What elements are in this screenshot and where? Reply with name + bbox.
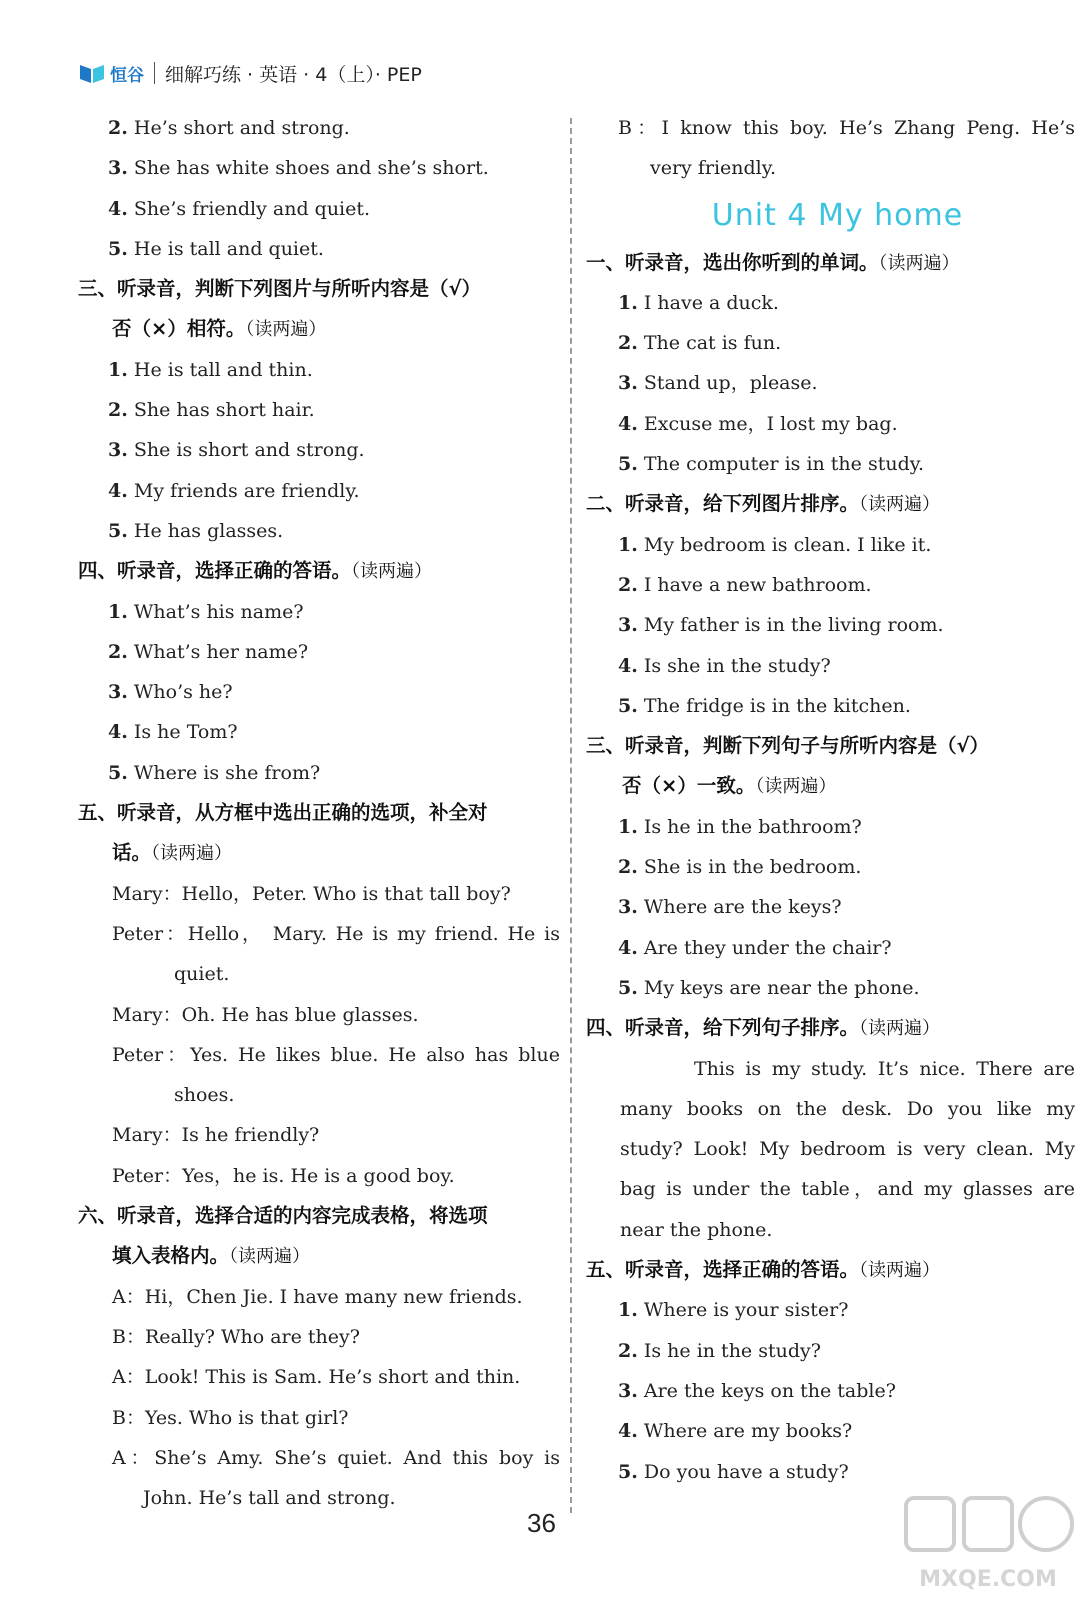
section-heading: 五、听录音，选择正确的答语。（读两遍） [586, 1258, 941, 1282]
section-heading-cont: 话。（读两遍） [112, 841, 233, 865]
dialog-line: Mary：Hello，Peter. Who is that tall boy? [112, 882, 511, 905]
list-item: 5. The computer is in the study. [618, 453, 924, 476]
brand-name: 恒谷 [110, 65, 144, 86]
list-item: 4. My friends are friendly. [108, 479, 360, 502]
list-item: 2. What’s her name? [108, 640, 309, 663]
list-item: 1. My bedroom is clean. I like it. [618, 533, 932, 556]
dialog-line: B：Really? Who are they? [112, 1325, 360, 1348]
list-item: 5. He has glasses. [108, 519, 284, 542]
watermark-text: MXQE.COM [919, 1567, 1057, 1592]
section-heading-cont: 否（×）相符。（读两遍） [112, 317, 327, 341]
list-item: 1. Where is your sister? [618, 1299, 849, 1322]
list-item: 4. She’s friendly and quiet. [108, 197, 371, 220]
section-heading: 四、听录音，选择正确的答语。（读两遍） [78, 559, 433, 583]
section-heading: 四、听录音，给下列句子排序。（读两遍） [586, 1016, 941, 1040]
list-item: 4. Where are my books? [618, 1420, 853, 1443]
list-item: 5. He is tall and quiet. [108, 237, 324, 260]
section-heading-cont: 否（×）一致。（读两遍） [622, 774, 837, 798]
list-item: 1. I have a duck. [618, 291, 779, 314]
list-item: 1. Is he in the bathroom? [618, 815, 862, 838]
dialog-line: Mary：Is he friendly? [112, 1124, 320, 1147]
list-item: 2. Is he in the study? [618, 1339, 821, 1362]
column-divider [570, 118, 572, 1513]
list-item: 2. She has short hair. [108, 399, 315, 422]
section-heading: 三、听录音，判断下列图片与所听内容是（√） [78, 277, 482, 301]
dialog-line: Peter：Hello， Mary. He is my friend. He is [112, 922, 560, 945]
list-item: 3. Stand up，please. [618, 372, 818, 395]
paragraph-line: study? Look! My bedroom is very clean. My [620, 1138, 1075, 1161]
page-header [78, 56, 422, 90]
watermark-logo-icon [900, 1490, 1076, 1560]
section-heading: 二、听录音，给下列图片排序。（读两遍） [586, 492, 941, 516]
list-item: 2. He’s short and strong. [108, 117, 350, 139]
section-heading-cont: 填入表格内。（读两遍） [112, 1244, 311, 1268]
list-item: 3. Are the keys on the table? [618, 1379, 896, 1402]
dialog-line: Peter：Yes，he is. He is a good boy. [112, 1164, 455, 1187]
list-item: 5. Do you have a study? [618, 1460, 849, 1483]
dialog-line: B：Yes. Who is that girl? [112, 1406, 349, 1429]
section-heading: 三、听录音，判断下列句子与所听内容是（√） [586, 734, 990, 758]
paragraph-line: many books on the desk. Do you like my [620, 1097, 1075, 1120]
paragraph-line: This is my study. It’s nice. There are [694, 1057, 1075, 1080]
list-item: 4. Is he Tom? [108, 721, 238, 744]
header-title: 细解巧练 · 英语 · 4（上）· PEP [165, 63, 422, 86]
list-item: 5. The fridge is in the kitchen. [618, 694, 911, 717]
dialog-line: Peter：Yes. He likes blue. He also has blue [112, 1043, 560, 1066]
left-column [78, 108, 560, 1518]
section-heading: 六、听录音，选择合适的内容完成表格，将选项 [78, 1204, 488, 1228]
list-item: 3. My father is in the living room. [618, 614, 944, 637]
right-column [586, 108, 1075, 1492]
dialog-line: quiet. [174, 963, 230, 986]
list-item: 2. The cat is fun. [618, 332, 782, 355]
section-heading: 五、听录音，从方框中选出正确的选项，补全对 [78, 801, 488, 825]
dialog-line: shoes. [174, 1084, 235, 1107]
list-item: 4. Is she in the study? [618, 654, 831, 677]
section-heading: 一、听录音，选出你听到的单词。（读两遍） [586, 250, 960, 274]
dialog-line: Mary：Oh. He has blue glasses. [112, 1003, 419, 1026]
dialog-line: very friendly. [650, 157, 776, 180]
list-item: 2. I have a new bathroom. [618, 573, 872, 596]
list-item: 1. What’s his name? [108, 600, 304, 623]
list-item: 3. She has white shoes and she’s short. [108, 157, 489, 180]
paragraph-line: near the phone. [620, 1218, 773, 1241]
dialog-line: A：Look! This is Sam. He’s short and thin. [112, 1366, 521, 1389]
dialog-line: B：I know this boy. He’s Zhang Peng. He’s [618, 117, 1075, 139]
list-item: 4. Excuse me，I lost my bag. [618, 412, 898, 435]
paragraph-line: bag is under the table，and my glasses are [620, 1178, 1075, 1201]
dialog-line: John. He’s tall and strong. [143, 1487, 396, 1510]
list-item: 2. She is in the bedroom. [618, 856, 862, 879]
list-item: 5. My keys are near the phone. [618, 976, 920, 999]
list-item: 1. He is tall and thin. [108, 358, 313, 381]
header-divider [154, 62, 155, 84]
page-number: 36 [527, 1508, 556, 1538]
list-item: 3. Where are the keys? [618, 896, 842, 919]
dialog-line: A：She’s Amy. She’s quiet. And this boy is [112, 1446, 560, 1469]
dialog-line: A：Hi，Chen Jie. I have many new friends. [112, 1285, 523, 1308]
list-item: 5. Where is she from? [108, 761, 321, 784]
unit-title: Unit 4 My home [711, 197, 964, 233]
book-logo-icon [78, 61, 106, 85]
list-item: 3. Who’s he? [108, 681, 233, 704]
list-item: 4. Are they under the chair? [618, 936, 892, 959]
watermark [900, 1490, 1076, 1594]
list-item: 3. She is short and strong. [108, 439, 365, 462]
